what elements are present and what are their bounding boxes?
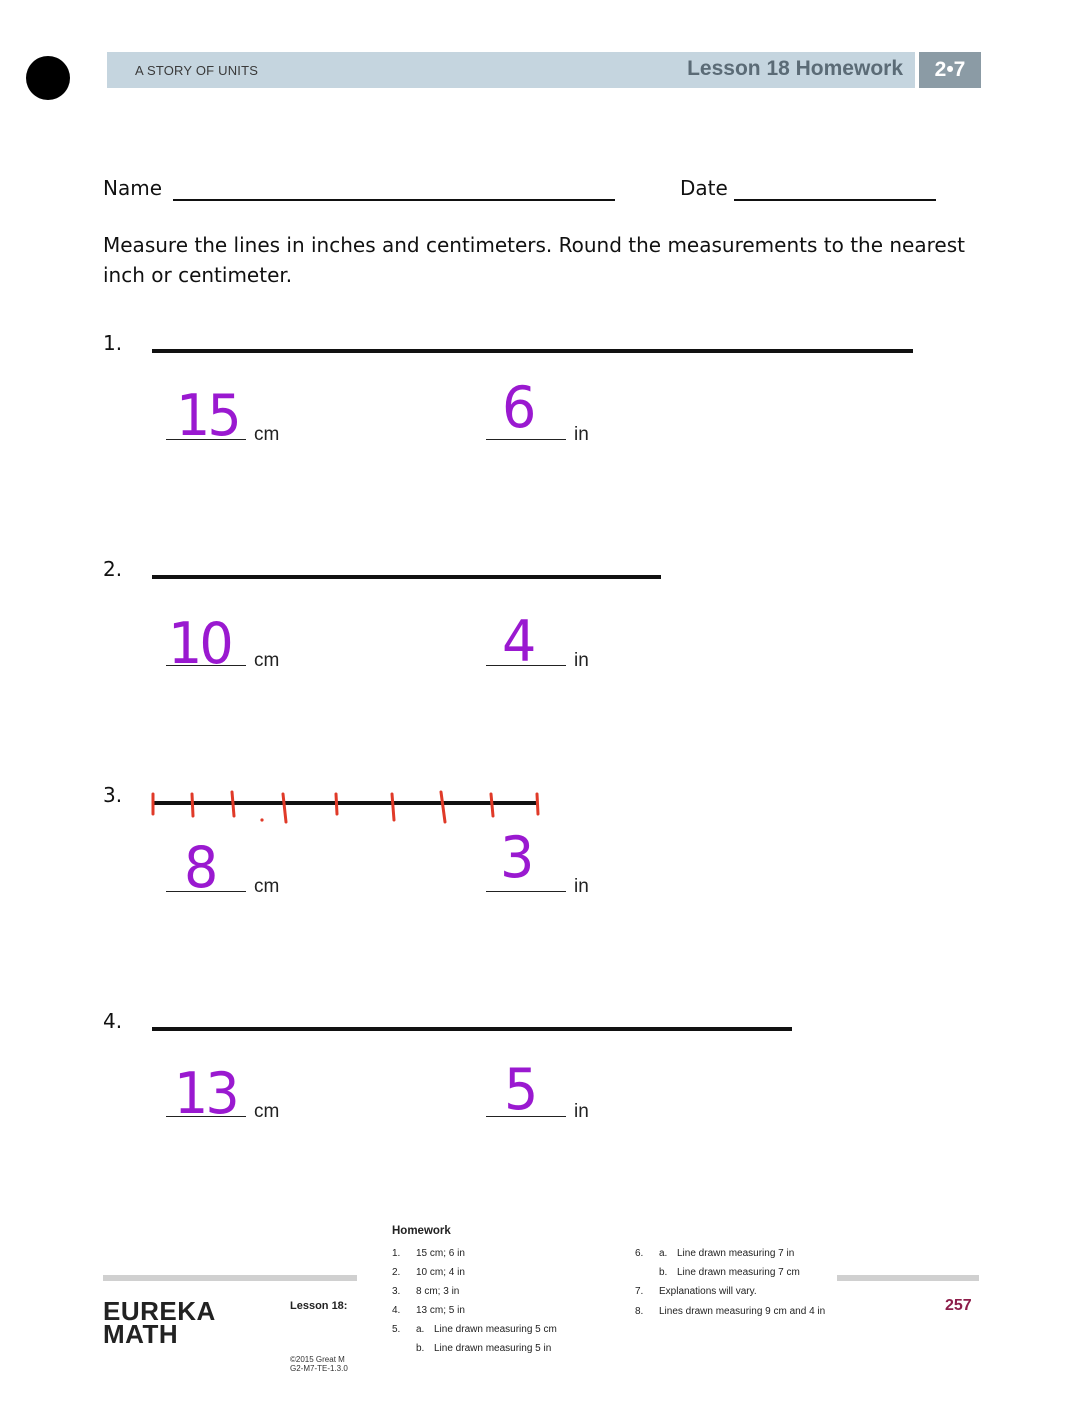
in-answer: 3 [500, 824, 532, 891]
in-answer-blank[interactable]: in [486, 876, 589, 898]
footer-divider [103, 1275, 357, 1281]
in-answer-blank[interactable]: in [486, 1101, 589, 1123]
in-answer: 4 [502, 608, 534, 675]
date-label: Date [680, 176, 728, 200]
answer-key-item: 3. 8 cm; 3 in [392, 1286, 460, 1297]
in-answer-blank[interactable]: in [486, 424, 589, 446]
answer-key-item: b. Line drawn measuring 7 cm [659, 1267, 800, 1278]
date-field[interactable] [734, 199, 936, 201]
name-field[interactable] [173, 199, 615, 201]
module-badge: 2•7 [919, 52, 981, 88]
footer-lesson-label: Lesson 18: [290, 1300, 348, 1312]
answer-key-item: 4. 13 cm; 5 in [392, 1305, 465, 1316]
lesson-title: Lesson 18 Homework [687, 57, 903, 80]
ruler-tick-marks [148, 790, 548, 830]
cm-answer-blank[interactable]: cm [166, 1101, 279, 1123]
footer-copyright: ©2015 Great M G2-M7-TE-1.3.0 [290, 1355, 348, 1373]
answer-key-item: 8. Lines drawn measuring 9 cm and 4 in [635, 1306, 826, 1317]
answer-key-item: 6. a. Line drawn measuring 7 in [635, 1248, 795, 1259]
problem-number: 3. [103, 783, 123, 807]
measure-line [152, 575, 661, 579]
in-answer: 5 [504, 1056, 536, 1123]
tick-mark [392, 794, 394, 820]
instructions: Measure the lines in inches and centimeters. Round the measurements to the nearest inch or centimeter. [103, 233, 965, 287]
tick-mark [283, 794, 286, 822]
measure-line [152, 349, 913, 353]
answer-key-item: 7. Explanations will vary. [635, 1286, 757, 1297]
in-answer: 6 [502, 374, 534, 441]
tick-mark [336, 794, 337, 814]
problem-number: 2. [103, 557, 123, 581]
tick-mark [537, 794, 538, 814]
answer-key-item: b. Line drawn measuring 5 in [416, 1343, 552, 1354]
cm-answer-blank[interactable]: cm [166, 424, 279, 446]
binder-hole [26, 56, 70, 100]
cm-answer: 8 [184, 834, 216, 901]
tick-mark [491, 794, 493, 816]
measure-line [152, 1027, 792, 1031]
page-number: 257 [945, 1297, 972, 1314]
in-answer-blank[interactable]: in [486, 650, 589, 672]
answer-key-item: 1. 15 cm; 6 in [392, 1248, 465, 1259]
problem-number: 4. [103, 1009, 123, 1033]
tick-mark [441, 792, 445, 822]
cm-answer-blank[interactable]: cm [166, 876, 279, 898]
series-title: A STORY OF UNITS [135, 63, 259, 78]
cm-answer: 15 [176, 382, 239, 449]
answer-key-item: 5. a. Line drawn measuring 5 cm [392, 1324, 557, 1335]
answer-key [357, 1220, 837, 1360]
eureka-math-logo: EUREKA MATH [103, 1296, 216, 1349]
answer-key-item: 2. 10 cm; 4 in [392, 1267, 465, 1278]
cm-answer: 10 [168, 610, 231, 677]
name-label: Name [103, 176, 163, 200]
footer-divider [837, 1275, 979, 1281]
tick-mark [192, 794, 193, 816]
tick-mark [232, 792, 234, 816]
cm-answer: 13 [174, 1060, 237, 1127]
problem-number: 1. [103, 331, 123, 355]
pen-dot [260, 818, 263, 821]
cm-answer-blank[interactable]: cm [166, 650, 279, 672]
answer-key-title: Homework [392, 1225, 451, 1237]
header-bar [107, 52, 915, 88]
